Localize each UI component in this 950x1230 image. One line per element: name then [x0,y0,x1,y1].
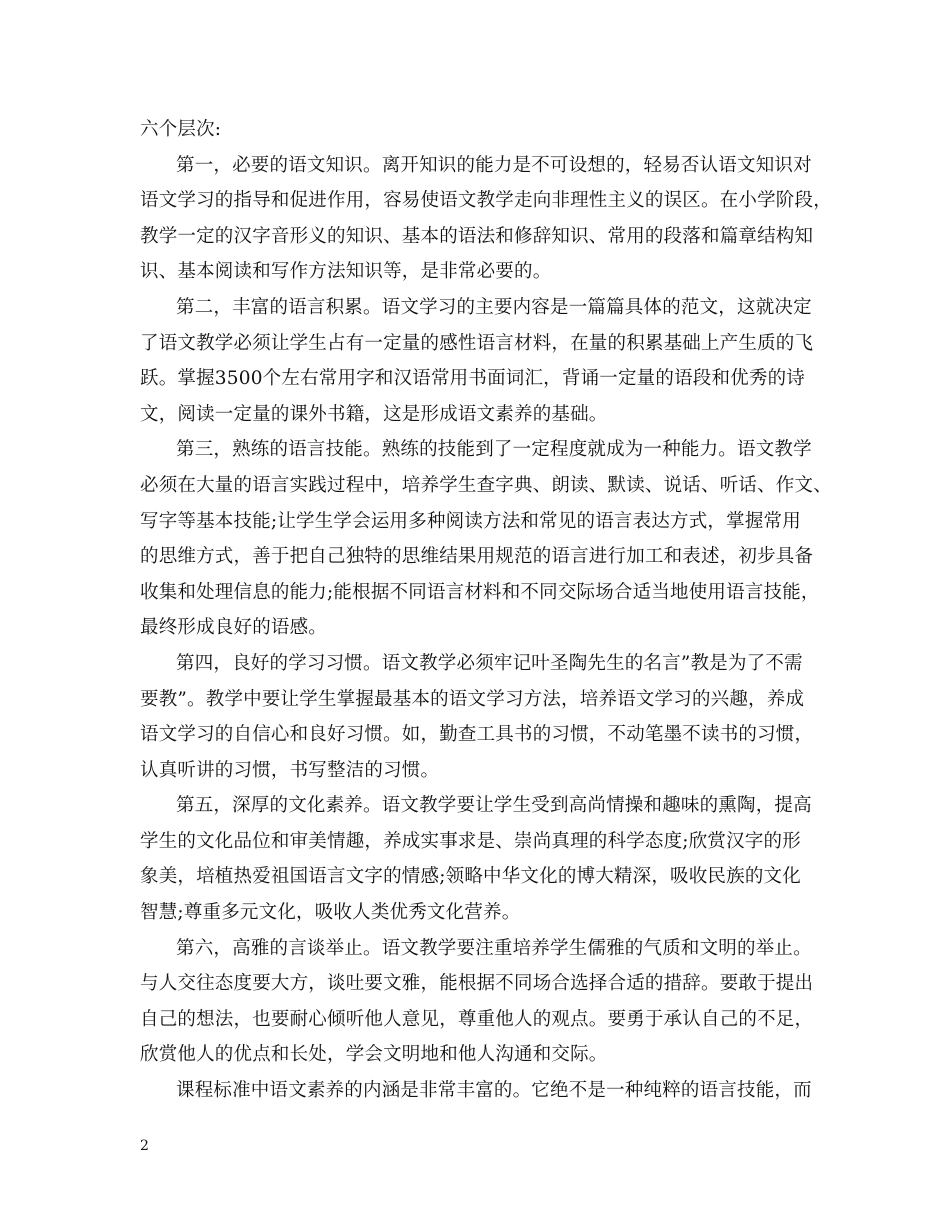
text-line: 要教”。教学中要让学生掌握最基本的语文学习方法，培养语文学习的兴趣，养成 [140,688,805,710]
text-line: 六个层次: [140,119,222,140]
text-line: 写字等基本技能;让学生学会运用多种阅读方法和常见的语言表达方式，掌握常用 [140,510,801,532]
text-line: 第六，高雅的言谈举止。语文教学要注重培养学生儒雅的气质和文明的举止。 [176,937,812,959]
text-line: 第二，丰富的语言积累。语文学习的主要内容是一篇篇具体的范文，这就决定 [176,296,812,318]
text-line: 第四，良好的学习习惯。语文教学必须牢记叶圣陶先生的名言”教是为了不需 [176,652,803,674]
text-line: 自己的想法，也要耐心倾听他人意见，尊重他人的观点。要勇于承认自己的不足， [140,1008,814,1030]
text-line: 认真听讲的习惯，书写整洁的习惯。 [140,759,440,781]
text-line: 语文学习的自信心和良好习惯。如，勤查工具书的习惯，不动笔墨不读书的习惯， [140,724,814,746]
text-line: 收集和处理信息的能力;能根据不同语言材料和不同交际场合适当地使用语言技能， [140,581,820,603]
text-line: 语文学习的指导和促进作用，容易使语文教学走向非理性主义的误区。在小学阶段， [140,190,832,212]
text-line: 教学一定的汉字音形义的知识、基本的语法和修辞知识、常用的段落和篇章结构知 [140,225,814,247]
text-line: 文，阅读一定量的课外书籍，这是形成语文素养的基础。 [140,403,608,425]
text-line: 最终形成良好的语感。 [140,617,328,639]
text-line: 智慧;尊重多元文化，吸收人类优秀文化营养。 [140,902,521,924]
text-line: 必须在大量的语言实践过程中，培养学生查字典、朗读、默读、说话、听话、作文、 [140,474,832,496]
text-line: 识、基本阅读和写作方法知识等，是非常必要的。 [140,261,552,283]
text-line: 课程标准中语文素养的内涵是非常丰富的。它绝不是一种纯粹的语言技能，而 [176,1080,812,1102]
text-line: 了语文教学必须让学生占有一定量的感性语言材料，在量的积累基础上产生质的飞 [140,332,814,354]
text-line: 第三，熟练的语言技能。熟练的技能到了一定程度就成为一种能力。语文教学 [176,439,812,461]
body-text [140,112,830,1109]
text-line: 的思维方式，善于把自己独特的思维结果用规范的语言进行加工和表述，初步具备 [140,546,814,568]
page-number: 2 [140,1138,149,1154]
text-line: 跃。掌握3500个左右常用字和汉语常用书面词汇，背诵一定量的语段和优秀的诗 [140,368,805,390]
text-line: 欣赏他人的优点和长处，学会文明地和他人沟通和交际。 [140,1044,608,1066]
text-line: 学生的文化品位和审美情趣，养成实事求是、崇尚真理的科学态度;欣赏汉字的形 [140,830,801,852]
text-line: 第五，深厚的文化素养。语文教学要让学生受到高尚情操和趣味的熏陶，提高 [176,795,812,817]
text-line: 第一，必要的语文知识。离开知识的能力是不可设想的，轻易否认语文知识对 [176,154,812,176]
text-line: 象美，培植热爱祖国语言文字的情感;领略中华文化的博大精深，吸收民族的文化 [140,866,801,888]
text-line: 与人交往态度要大方，谈吐要文雅，能根据不同场合选择合适的措辞。要敢于提出 [140,973,814,995]
